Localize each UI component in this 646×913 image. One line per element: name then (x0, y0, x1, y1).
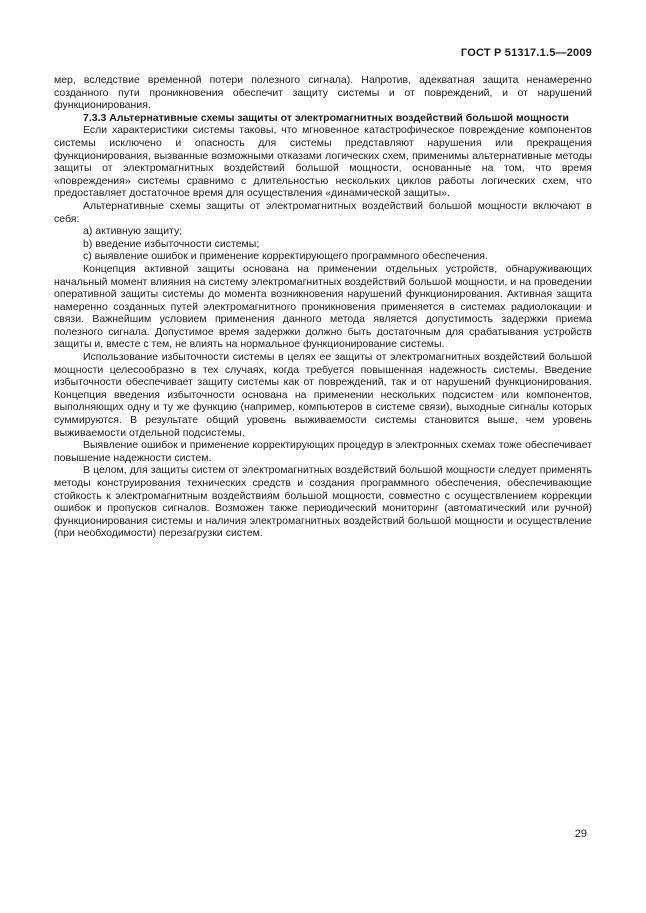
paragraph: Выявление ошибок и применение корректирующих процедур в электронных схемах тоже обеспечивает повышение надежности систем. (54, 439, 592, 464)
document-body (54, 74, 592, 540)
paragraph-continuation: мер, вследствие временной потери полезного сигнала). Напротив, адекватная защита ненамеренно созданного пути проникновения обеспечит защиту системы и от повреждений, и от нарушений функционирования. (54, 74, 592, 112)
paragraph: Концепция активной защиты основана на применении отдельных устройств, обнаруживающих начальный момент влияния на систему электромагнитных воздействий большой мощности, и на проведении оперативной защиты системы до момента возникновения нарушений функционирования. Активная защита намеренно созданных путей электромагнитного проникновения применяется в системах радиолокации и связи. Важнейшим условием применения данного метода является допустимость задержки приема полезного сигнала. Допустимое время задержки должно быть достаточным для срабатывания устройств защиты и, вместе с тем, не влиять на нормальное функционирование системы. (54, 262, 592, 351)
paragraph: Если характеристики системы таковы, что мгновенное катастрофическое повреждение компонентов системы исключено и опасность для системы представляют нарушения или прекращения функционирования, вызванные возможными отказами логических схем, применимы альтернативные методы защиты от электромагнитных воздействий большой мощности, основанные на том, что время «повреждения» системы сравнимо с длительностью нескольких циклов работы логических схем, что предоставляет достаточное время для осуществления «динамической защиты». (54, 124, 592, 200)
standard-code: ГОСТ Р 51317.1.5—2009 (460, 47, 592, 59)
list-item-c: c) выявление ошибок и применение корректирующего программного обеспечения. (83, 250, 488, 263)
list-item-a: a) активную защиту; (83, 225, 183, 238)
paragraph: Использование избыточности системы в целях ее защиты от электромагнитных воздействий большой мощности целесообразно в тех случаях, когда требуется повышенная надежность системы. Введение избыточности обеспечивает защиту системы как от повреждений, так и от нарушений функционирования. Концепция введения избыточности основана на применении нескольких подсистем или компонентов, выполняющих одну и ту же функцию (например, компьютеров в системе связи), выходные сигналы которых суммируются. В результате общий уровень выживаемости системы становится выше, чем уровень выживаемости отдельной подсистемы. (54, 351, 592, 439)
page-header (54, 47, 592, 59)
section-heading: 7.3.3 Альтернативные схемы защиты от электромагнитных воздействий большой мощности (83, 111, 569, 124)
list-item-b: b) введение избыточности системы; (83, 237, 260, 250)
page-number: 29 (574, 828, 587, 840)
paragraph-list-intro: Альтернативные схемы защиты от электромагнитных воздействий большой мощности включают в себя: (54, 199, 592, 225)
paragraph: В целом, для защиты систем от электромагнитных воздействий большой мощности следует применять методы конструирования технических средств и создания программного обеспечения, обеспечивающие стойкость к электромагнитным воздействиям большой мощности, совместно с осуществлением коррекции ошибок и пропусков сигналов. Возможен также периодический мониторинг (автоматический или ручной) функционирования системы и наличия электромагнитных воздействий большой мощности и осуществление (при необходимости) перезагрузки систем. (54, 464, 592, 540)
page-footer (54, 828, 592, 840)
